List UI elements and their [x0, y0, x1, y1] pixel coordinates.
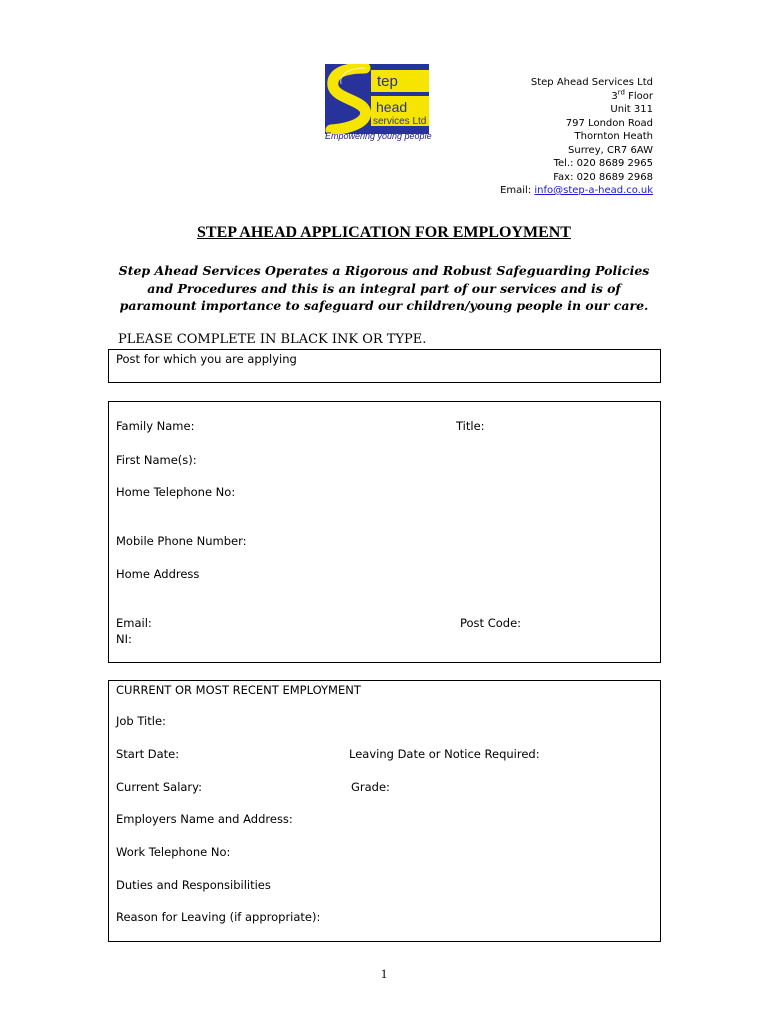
address-tel: Tel.: 020 8689 2965 — [553, 158, 653, 169]
ink-instruction: PLEASE COMPLETE IN BLACK INK OR TYPE. — [118, 332, 427, 347]
address-county: Surrey, CR7 6AW — [568, 144, 653, 156]
duties-label: Duties and Responsibilities — [116, 878, 271, 892]
address-floor: 3rd Floor — [611, 88, 653, 102]
employment-heading: CURRENT OR MOST RECENT EMPLOYMENT — [116, 683, 361, 697]
logo-emblem — [325, 64, 429, 134]
logo-tagline: Empowering young people — [325, 131, 432, 141]
family-name-label: Family Name: — [116, 419, 195, 433]
logo-word-step: tep — [377, 73, 398, 90]
logo-s-icon — [325, 64, 429, 134]
job-title-label: Job Title: — [116, 714, 166, 728]
address-fax: Fax: 020 8689 2968 — [553, 171, 653, 183]
home-address-label: Home Address — [116, 567, 200, 581]
first-names-label: First Name(s): — [116, 453, 197, 467]
address-company: Step Ahead Services Ltd — [530, 77, 653, 88]
address-street: 797 London Road — [565, 117, 653, 129]
safeguarding-statement — [90, 262, 678, 315]
email-link[interactable]: info@step-a-head.co.uk — [534, 185, 653, 196]
page-number: 1 — [380, 966, 388, 981]
post-applying-label: Post for which you are applying — [116, 352, 297, 366]
company-logo — [325, 64, 432, 141]
reason-leaving-label: Reason for Leaving (if appropriate): — [116, 910, 321, 924]
policy-line: and Procedures and this is an integral part of our services and is of — [147, 280, 621, 296]
grade-label: Grade: — [351, 780, 390, 794]
logo-word-ahead: head — [376, 99, 408, 115]
email-label: Email: — [116, 616, 152, 630]
post-applying-box[interactable] — [108, 349, 661, 383]
ni-label: NI: — [116, 632, 132, 646]
home-telephone-label: Home Telephone No: — [116, 485, 236, 499]
address-unit: Unit 311 — [610, 104, 653, 115]
policy-line: Step Ahead Services Operates a Rigorous and Robust Safeguarding Policies — [118, 263, 650, 278]
personal-details-box[interactable] — [108, 401, 661, 663]
mobile-phone-label: Mobile Phone Number: — [116, 534, 247, 548]
title-label: Title: — [456, 419, 485, 433]
address-email-line: Email: info@step-a-head.co.uk — [500, 185, 653, 196]
employment-box[interactable] — [108, 680, 661, 942]
employer-label: Employers Name and Address: — [116, 812, 293, 826]
current-salary-label: Current Salary: — [116, 780, 203, 794]
policy-line: paramount importance to safeguard our children/young people in our care. — [119, 298, 649, 313]
work-telephone-label: Work Telephone No: — [116, 845, 231, 859]
start-date-label: Start Date: — [116, 747, 180, 761]
company-address — [500, 76, 653, 198]
logo-word-services: services Ltd — [373, 116, 427, 127]
post-code-label: Post Code: — [460, 616, 522, 630]
leaving-date-label: Leaving Date or Notice Required: — [349, 747, 540, 761]
document-title: STEP AHEAD APPLICATION FOR EMPLOYMENT — [197, 224, 571, 241]
address-area: Thornton Heath — [574, 131, 653, 142]
